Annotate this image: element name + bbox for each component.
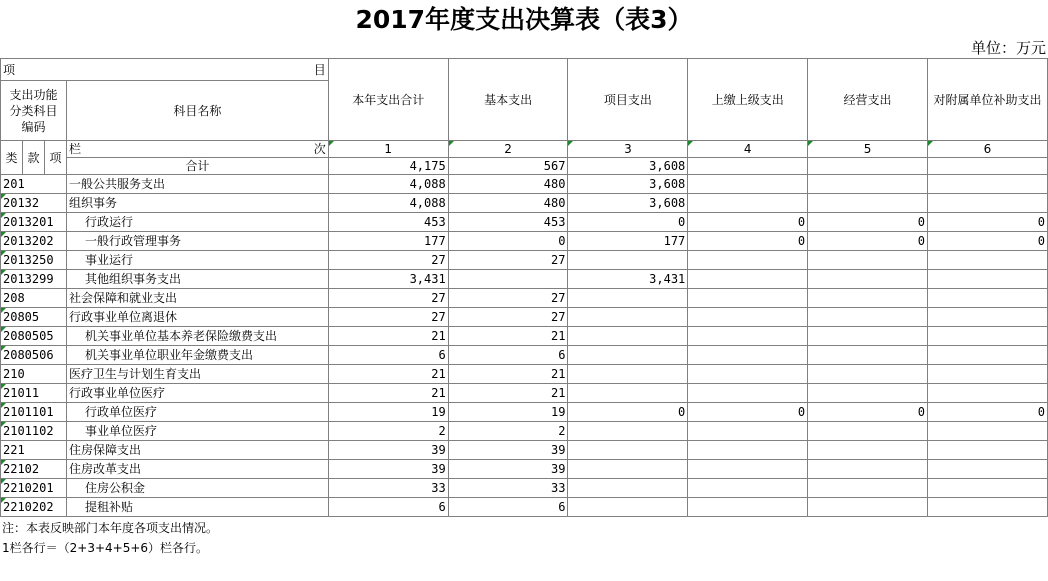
row-value-3: [568, 289, 688, 308]
row-code: 22102: [1, 460, 67, 479]
row-value-1: 39: [328, 460, 448, 479]
row-value-5: [808, 460, 928, 479]
row-value-1: 19: [328, 403, 448, 422]
header-xiangmu-cell: [1, 59, 329, 81]
header-row-xiangmu: [1, 59, 1048, 81]
code-label-cell: [1, 81, 67, 141]
row-value-1: 453: [328, 213, 448, 232]
row-value-2: 6: [448, 346, 568, 365]
row-value-5: [808, 498, 928, 517]
lanci-cell: [66, 141, 328, 158]
row-value-3: [568, 327, 688, 346]
row-code: 20805: [1, 308, 67, 327]
row-value-5: [808, 270, 928, 289]
row-value-6: [927, 194, 1047, 213]
row-value-1: 33: [328, 479, 448, 498]
row-name: 社会保障和就业支出: [66, 289, 328, 308]
row-value-2: 39: [448, 441, 568, 460]
row-value-3: 177: [568, 232, 688, 251]
name-label: 科目名称: [173, 103, 222, 118]
col-number-1: 1: [328, 141, 448, 158]
total-value-4: [688, 158, 808, 175]
total-value-6: [927, 158, 1047, 175]
col-header-1: 本年支出合计: [328, 59, 448, 141]
report-title: 2017年度支出决算表（表3）: [355, 5, 693, 34]
row-value-4: [688, 441, 808, 460]
row-value-1: 4,088: [328, 194, 448, 213]
table-row: [1, 213, 1048, 232]
header-xiang: 项: [3, 62, 16, 77]
col-header-4: 上缴上级支出: [688, 59, 808, 141]
row-value-2: 33: [448, 479, 568, 498]
row-code: 2210202: [1, 498, 67, 517]
row-code: 2101102: [1, 422, 67, 441]
row-value-1: 39: [328, 441, 448, 460]
row-value-4: [688, 498, 808, 517]
header-lei: 类: [1, 141, 23, 175]
row-value-5: [808, 194, 928, 213]
row-value-3: [568, 308, 688, 327]
table-row: [1, 251, 1048, 270]
row-value-5: [808, 422, 928, 441]
row-value-6: [927, 308, 1047, 327]
table-row: [1, 232, 1048, 251]
row-value-4: [688, 384, 808, 403]
unit-label: 单位：万元: [970, 39, 1046, 57]
row-code: 2013250: [1, 251, 67, 270]
row-value-2: 2: [448, 422, 568, 441]
row-value-2: 27: [448, 251, 568, 270]
row-value-5: [808, 479, 928, 498]
row-value-6: [927, 384, 1047, 403]
table-row: [1, 175, 1048, 194]
row-value-2: 480: [448, 194, 568, 213]
row-value-4: 0: [688, 403, 808, 422]
row-value-1: 21: [328, 327, 448, 346]
row-value-3: [568, 422, 688, 441]
row-value-3: [568, 251, 688, 270]
table-row: [1, 460, 1048, 479]
header-lan: 栏: [68, 141, 81, 156]
row-code: 2080505: [1, 327, 67, 346]
notes-block: [2, 519, 218, 557]
table-row: [1, 289, 1048, 308]
row-code: 2013201: [1, 213, 67, 232]
row-value-4: [688, 460, 808, 479]
row-value-6: 0: [927, 232, 1047, 251]
row-code: 2013202: [1, 232, 67, 251]
row-value-4: [688, 365, 808, 384]
row-value-3: 3,608: [568, 175, 688, 194]
row-value-6: [927, 270, 1047, 289]
row-value-6: 0: [927, 213, 1047, 232]
row-value-1: 6: [328, 346, 448, 365]
row-code: 20132: [1, 194, 67, 213]
row-value-4: [688, 327, 808, 346]
row-value-3: [568, 365, 688, 384]
row-value-2: 39: [448, 460, 568, 479]
row-value-3: [568, 479, 688, 498]
row-value-1: 27: [328, 289, 448, 308]
col-header-5: 经营支出: [808, 59, 928, 141]
table-row: [1, 346, 1048, 365]
row-code: 2013299: [1, 270, 67, 289]
row-code: 221: [1, 441, 67, 460]
table-row: [1, 365, 1048, 384]
total-value-2: 567: [448, 158, 568, 175]
row-value-3: [568, 346, 688, 365]
row-value-2: 27: [448, 308, 568, 327]
row-value-5: [808, 289, 928, 308]
note-line-1: 注：本表反映部门本年度各项支出情况。: [2, 521, 219, 535]
table-row: [1, 422, 1048, 441]
row-value-2: [448, 270, 568, 289]
col-number-6: 6: [927, 141, 1047, 158]
code-label: 支出功能分类科目编码: [9, 87, 58, 134]
row-code: 210: [1, 365, 67, 384]
row-code: 2080506: [1, 346, 67, 365]
row-value-6: [927, 175, 1047, 194]
col-header-2: 基本支出: [448, 59, 568, 141]
row-name: 住房公积金: [66, 479, 328, 498]
row-value-4: 0: [688, 213, 808, 232]
row-code: 21011: [1, 384, 67, 403]
row-value-3: [568, 441, 688, 460]
row-value-2: 480: [448, 175, 568, 194]
header-ci: 次: [313, 141, 326, 156]
row-value-2: 6: [448, 498, 568, 517]
row-value-4: [688, 194, 808, 213]
row-value-3: [568, 460, 688, 479]
row-value-5: 0: [808, 232, 928, 251]
col-header-6: 对附属单位补助支出: [927, 59, 1047, 141]
row-value-5: [808, 175, 928, 194]
row-value-1: 3,431: [328, 270, 448, 289]
row-value-5: [808, 365, 928, 384]
row-value-5: 0: [808, 403, 928, 422]
row-value-5: [808, 384, 928, 403]
row-name: 行政单位医疗: [66, 403, 328, 422]
row-value-3: 0: [568, 213, 688, 232]
row-code: 2210201: [1, 479, 67, 498]
row-name: 组织事务: [66, 194, 328, 213]
row-value-5: [808, 327, 928, 346]
row-name: 一般行政管理事务: [66, 232, 328, 251]
row-name: 其他组织事务支出: [66, 270, 328, 289]
row-value-6: [927, 365, 1047, 384]
row-code: 201: [1, 175, 67, 194]
row-value-6: [927, 460, 1047, 479]
row-code: 208: [1, 289, 67, 308]
row-value-2: 0: [448, 232, 568, 251]
row-value-5: [808, 346, 928, 365]
row-value-4: [688, 175, 808, 194]
col-number-5: 5: [808, 141, 928, 158]
row-value-4: [688, 346, 808, 365]
row-value-2: 19: [448, 403, 568, 422]
row-value-4: [688, 308, 808, 327]
row-value-6: [927, 441, 1047, 460]
row-value-4: [688, 251, 808, 270]
row-name: 行政事业单位医疗: [66, 384, 328, 403]
row-value-1: 21: [328, 384, 448, 403]
row-name: 住房保障支出: [66, 441, 328, 460]
name-label-cell: [66, 81, 328, 141]
row-value-5: 0: [808, 213, 928, 232]
row-value-4: [688, 422, 808, 441]
row-name: 事业单位医疗: [66, 422, 328, 441]
header-kuan: 款: [22, 141, 44, 175]
row-value-6: 0: [927, 403, 1047, 422]
col-number-4: 4: [688, 141, 808, 158]
row-value-2: 27: [448, 289, 568, 308]
row-value-4: [688, 270, 808, 289]
row-value-2: 21: [448, 384, 568, 403]
row-value-6: [927, 327, 1047, 346]
table-row: [1, 308, 1048, 327]
row-value-2: 453: [448, 213, 568, 232]
row-name: 行政事业单位离退休: [66, 308, 328, 327]
row-value-1: 6: [328, 498, 448, 517]
row-value-6: [927, 346, 1047, 365]
header-xiang-sub: 项: [44, 141, 66, 175]
row-name: 机关事业单位职业年金缴费支出: [66, 346, 328, 365]
col-header-3: 项目支出: [568, 59, 688, 141]
total-value-1: 4,175: [328, 158, 448, 175]
row-name: 提租补贴: [66, 498, 328, 517]
row-name: 医疗卫生与计划生育支出: [66, 365, 328, 384]
row-value-5: [808, 441, 928, 460]
row-name: 住房改革支出: [66, 460, 328, 479]
note-line-2: 1栏各行＝（2+3+4+5+6）栏各行。: [2, 541, 209, 555]
total-row: [1, 158, 1048, 175]
row-value-6: [927, 422, 1047, 441]
row-value-3: 3,431: [568, 270, 688, 289]
row-name: 机关事业单位基本养老保险缴费支出: [66, 327, 328, 346]
row-code: 2101101: [1, 403, 67, 422]
row-value-5: [808, 308, 928, 327]
row-value-1: 27: [328, 308, 448, 327]
row-name: 一般公共服务支出: [66, 175, 328, 194]
expenditure-table: [0, 58, 1048, 517]
row-value-6: [927, 251, 1047, 270]
row-value-2: 21: [448, 327, 568, 346]
table-row: [1, 403, 1048, 422]
row-value-1: 2: [328, 422, 448, 441]
row-value-5: [808, 251, 928, 270]
row-value-4: [688, 479, 808, 498]
row-value-3: 3,608: [568, 194, 688, 213]
row-value-1: 4,088: [328, 175, 448, 194]
col-number-3: 3: [568, 141, 688, 158]
table-row: [1, 441, 1048, 460]
table-row: [1, 384, 1048, 403]
row-name: 事业运行: [66, 251, 328, 270]
row-value-3: [568, 498, 688, 517]
row-value-1: 177: [328, 232, 448, 251]
row-value-4: 0: [688, 232, 808, 251]
total-value-5: [808, 158, 928, 175]
table-row: [1, 194, 1048, 213]
col-number-2: 2: [448, 141, 568, 158]
row-value-2: 21: [448, 365, 568, 384]
row-value-6: [927, 289, 1047, 308]
row-value-3: 0: [568, 403, 688, 422]
row-value-4: [688, 289, 808, 308]
total-value-3: 3,608: [568, 158, 688, 175]
table-row: [1, 270, 1048, 289]
header-row-lanci: [1, 141, 1048, 158]
row-value-3: [568, 384, 688, 403]
table-row: [1, 327, 1048, 346]
row-value-1: 27: [328, 251, 448, 270]
total-label: 合计: [66, 158, 328, 175]
table-row: [1, 498, 1048, 517]
row-value-6: [927, 498, 1047, 517]
row-value-1: 21: [328, 365, 448, 384]
row-name: 行政运行: [66, 213, 328, 232]
row-value-6: [927, 479, 1047, 498]
table-row: [1, 479, 1048, 498]
header-mu: 目: [313, 62, 326, 77]
